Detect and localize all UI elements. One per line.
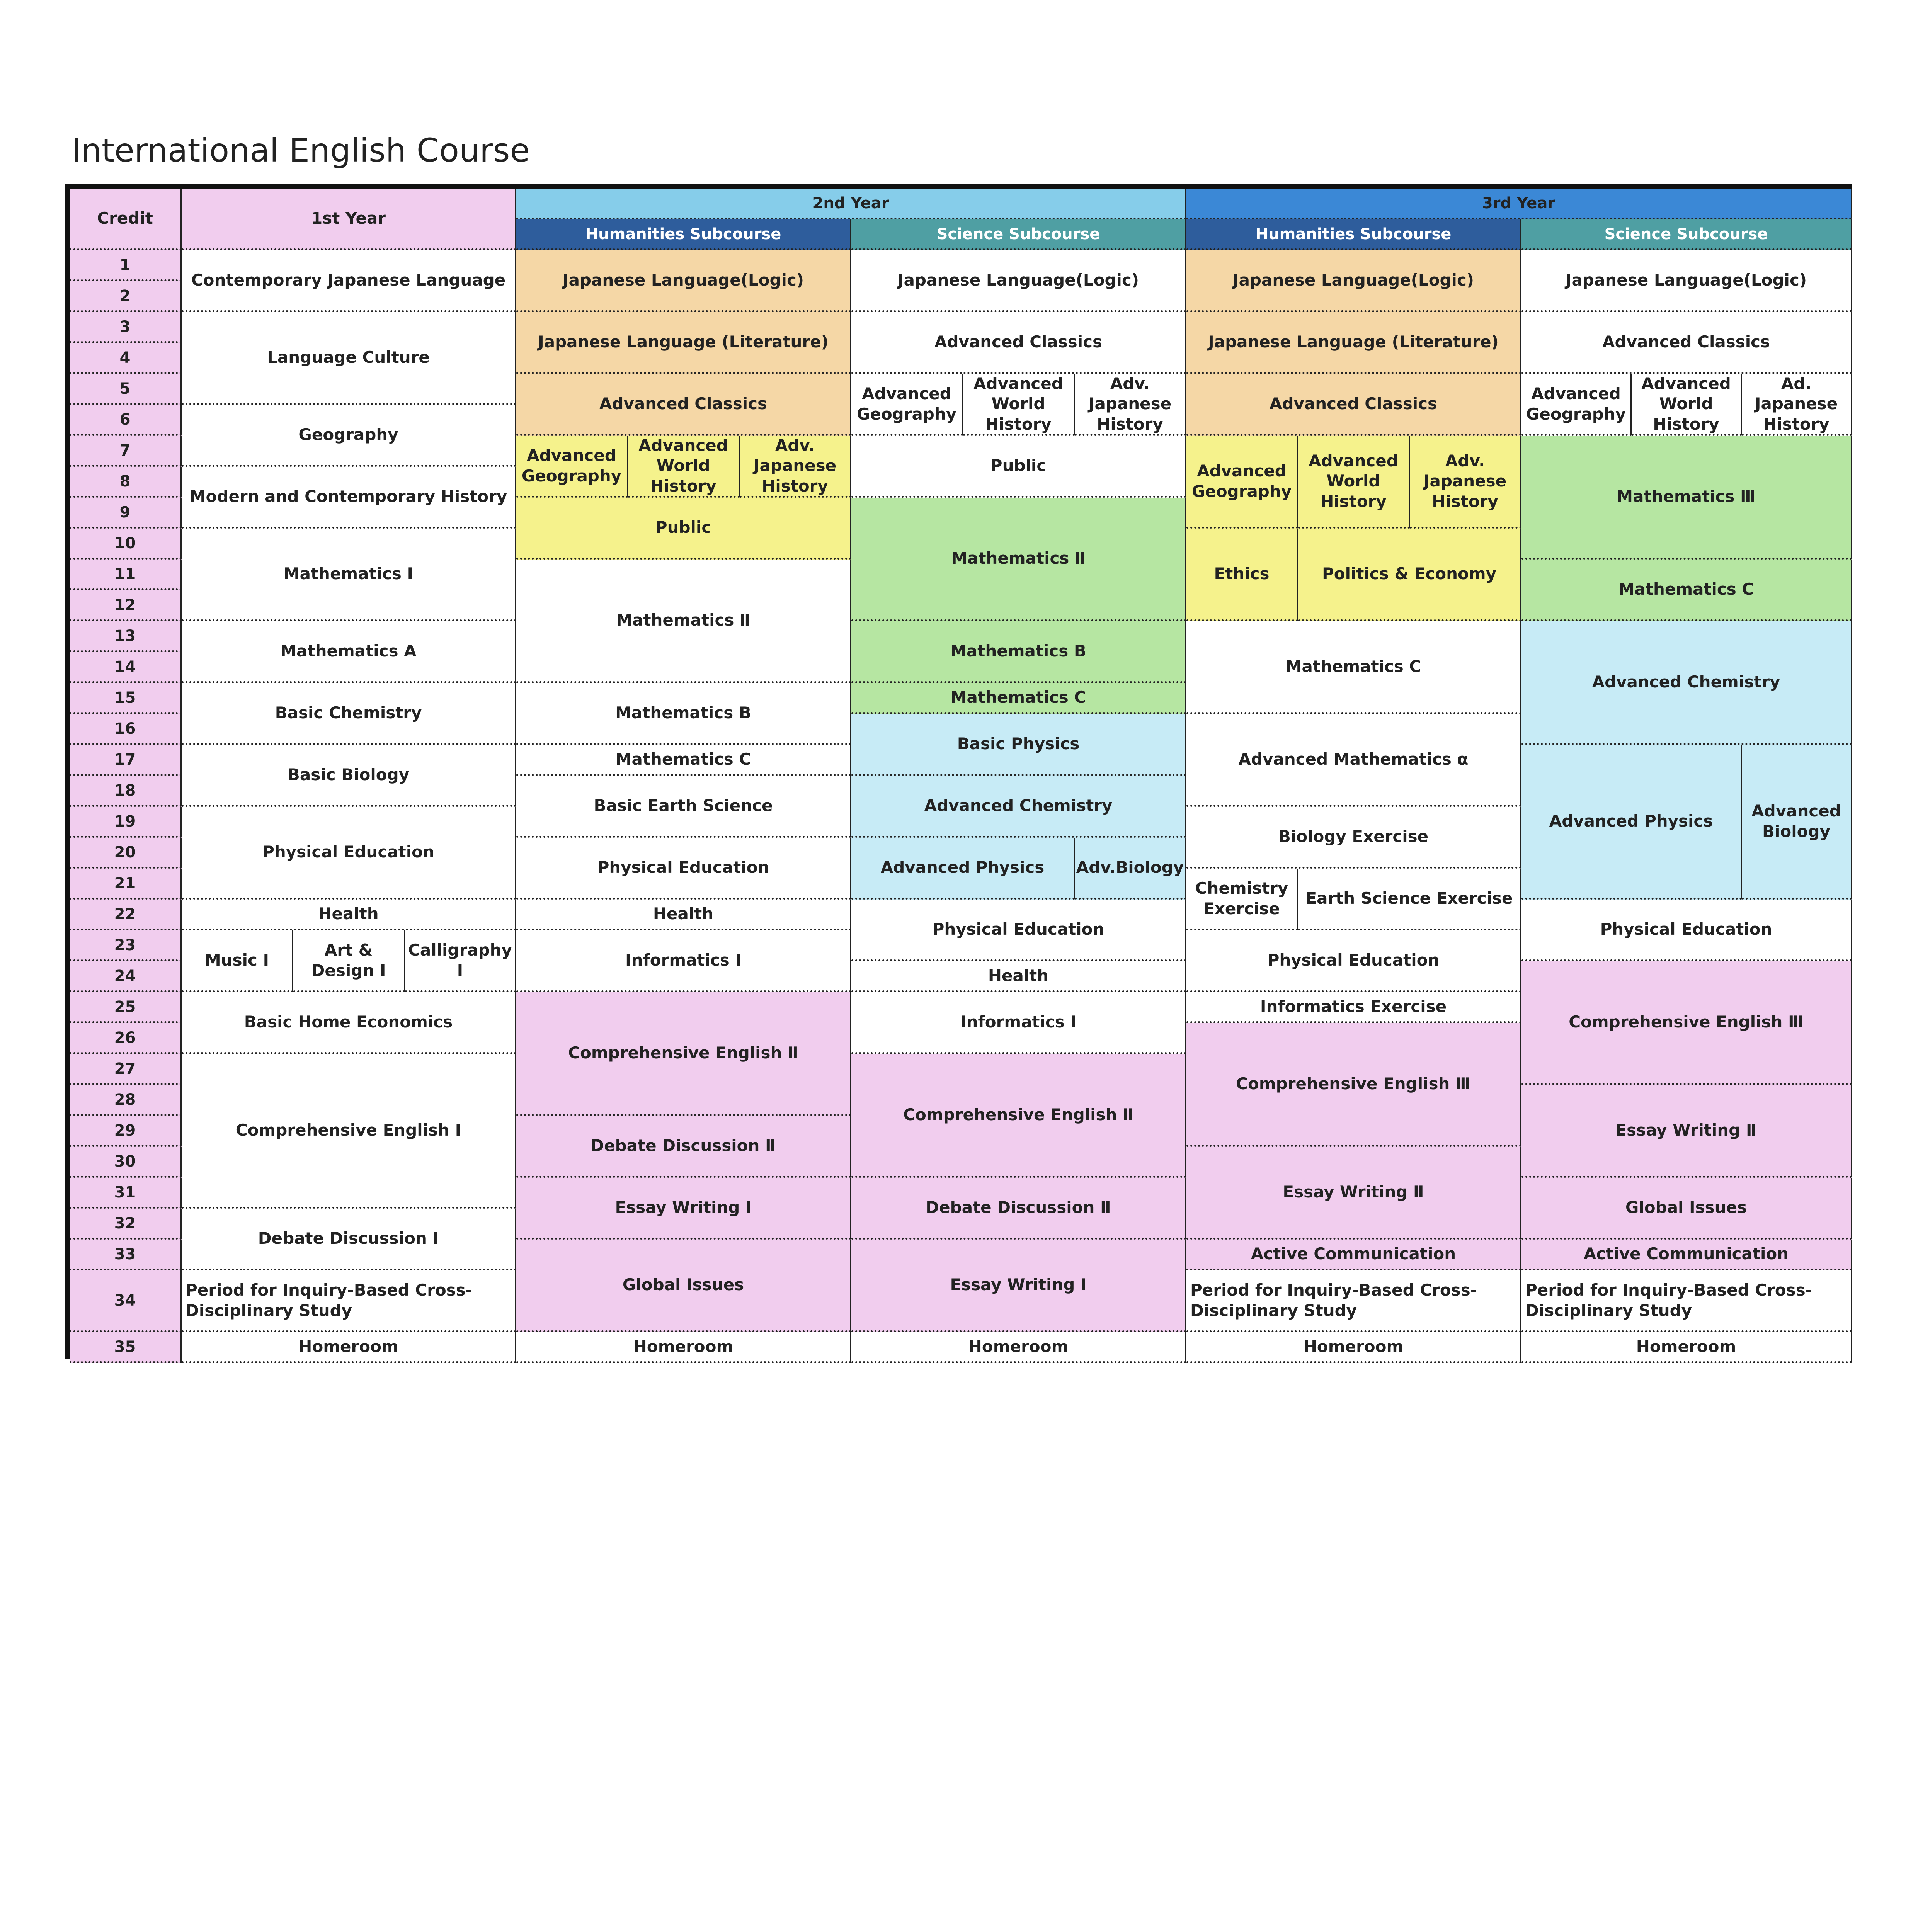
credit-number: 19 [70,807,182,838]
y3s-jp-logic: Japanese Language(Logic) [1521,250,1852,312]
y3s-math3: Mathematics Ⅲ [1521,436,1852,560]
y3s-comp-english3: Comprehensive English Ⅲ [1521,961,1852,1085]
y3h-comp-english3: Comprehensive English Ⅲ [1186,1023,1521,1147]
y1-contemporary-japanese: Contemporary Japanese Language [182,250,516,312]
y2h-jp-logic: Japanese Language(Logic) [516,250,851,312]
y2s-mathC: Mathematics C [851,683,1186,714]
credit-number: 11 [70,560,182,590]
y2s-public: Public [851,436,1186,498]
y2s-debate2: Debate Discussion Ⅱ [851,1178,1186,1240]
y2s-comp-english2: Comprehensive English Ⅱ [851,1054,1186,1178]
year3-header: 3rd Year [1186,189,1852,219]
y3s-adv-world: Advanced World History [1632,374,1742,436]
credit-number: 7 [70,436,182,467]
y3h-adv-world: Advanced World History [1298,436,1410,529]
y2s-adv-geo: Advanced Geography [851,374,963,436]
y2s-mathB: Mathematics B [851,621,1186,683]
y2s-adv-bio: Adv.Biology [1075,838,1186,900]
credit-number: 33 [70,1240,182,1270]
y3h-politics: Politics & Economy [1298,529,1521,621]
y2h-global: Global Issues [516,1240,851,1332]
y2s-math2: Mathematics Ⅱ [851,498,1186,621]
credit-number: 28 [70,1085,182,1116]
y3s-adv-jp-hist: Ad. Japanese History [1742,374,1852,436]
y3h-inquiry: Period for Inquiry-Based Cross-Disciplinary Study [1186,1270,1521,1332]
y2h-mathB: Mathematics B [516,683,851,745]
y3s-inquiry: Period for Inquiry-Based Cross-Disciplinary Study [1521,1270,1852,1332]
y2s-info1: Informatics Ⅰ [851,992,1186,1054]
y3s-adv-bio: Advanced Biology [1742,745,1852,900]
y3s-adv-geo: Advanced Geography [1521,374,1632,436]
y2s-adv-phys: Advanced Physics [851,838,1075,900]
credit-number: 16 [70,714,182,745]
y2h-homeroom: Homeroom [516,1332,851,1363]
page-title: International English Course [71,131,530,169]
y2h-jp-lit: Japanese Language (Literature) [516,312,851,374]
y3s-global: Global Issues [1521,1178,1852,1240]
credit-number: 10 [70,529,182,560]
y1-basic-biology: Basic Biology [182,745,516,807]
y2h-info1: Informatics Ⅰ [516,930,851,992]
y3h-mathC: Mathematics C [1186,621,1521,714]
credit-number: 17 [70,745,182,776]
y3s-mathC: Mathematics C [1521,560,1852,621]
credit-number: 26 [70,1023,182,1054]
y1-homeroom: Homeroom [182,1332,516,1363]
y1-inquiry: Period for Inquiry-Based Cross-Disciplinary Study [182,1270,516,1332]
credit-number: 23 [70,930,182,961]
y1-calligraphy: Calligraphy Ⅰ [405,930,516,992]
y3h-bio-ex: Biology Exercise [1186,807,1521,869]
y2s-basic-physics: Basic Physics [851,714,1186,776]
y3s-adv-phys: Advanced Physics [1521,745,1742,900]
y2s-adv-classics: Advanced Classics [851,312,1186,374]
y1-geography: Geography [182,405,516,467]
credit-number: 4 [70,343,182,374]
y3h-adv-geo: Advanced Geography [1186,436,1298,529]
y3h-adv-math: Advanced Mathematics α [1186,714,1521,807]
credit-number: 5 [70,374,182,405]
credit-number: 14 [70,652,182,683]
y2-humanities-header: Humanities Subcourse [516,219,851,250]
y2h-health: Health [516,900,851,930]
y2h-debate2: Debate Discussion Ⅱ [516,1116,851,1178]
y1-music: Music Ⅰ [182,930,293,992]
credit-number: 29 [70,1116,182,1147]
y1-art: Art & Design Ⅰ [293,930,405,992]
credit-number: 9 [70,498,182,529]
y3h-jp-logic: Japanese Language(Logic) [1186,250,1521,312]
y1-debate1: Debate Discussion Ⅰ [182,1209,516,1270]
y2s-adv-jp-hist: Adv. Japanese History [1075,374,1186,436]
credit-number: 3 [70,312,182,343]
credit-number: 1 [70,250,182,281]
curriculum-table [65,184,1852,1359]
y3s-pe: Physical Education [1521,900,1852,961]
credit-number: 27 [70,1054,182,1085]
credit-number: 21 [70,869,182,900]
credit-header: Credit [70,189,182,250]
y2s-pe: Physical Education [851,900,1186,961]
credit-number: 24 [70,961,182,992]
y2h-comp-english2: Comprehensive English Ⅱ [516,992,851,1116]
credit-number: 22 [70,900,182,930]
y2h-adv-jp-hist: Adv. Japanese History [740,436,851,498]
y2h-essay1: Essay Writing Ⅰ [516,1178,851,1240]
y3h-ethics: Ethics [1186,529,1298,621]
credit-number: 25 [70,992,182,1023]
credit-number: 2 [70,281,182,312]
y2h-pe: Physical Education [516,838,851,900]
y2s-homeroom: Homeroom [851,1332,1186,1363]
y2s-adv-world: Advanced World History [963,374,1075,436]
y3s-essay2: Essay Writing Ⅱ [1521,1085,1852,1178]
y1-language-culture: Language Culture [182,312,516,405]
y3h-pe: Physical Education [1186,930,1521,992]
y3-humanities-header: Humanities Subcourse [1186,219,1521,250]
y2h-adv-geo: Advanced Geography [516,436,628,498]
y2-science-header: Science Subcourse [851,219,1186,250]
credit-number: 15 [70,683,182,714]
credit-number: 30 [70,1147,182,1178]
y2h-math2: Mathematics Ⅱ [516,560,851,683]
y3h-info-ex: Informatics Exercise [1186,992,1521,1023]
y2s-health: Health [851,961,1186,992]
y3h-essay2: Essay Writing Ⅱ [1186,1147,1521,1240]
y3s-adv-classics: Advanced Classics [1521,312,1852,374]
y2h-adv-world: Advanced World History [628,436,740,498]
y1-math1: Mathematics Ⅰ [182,529,516,621]
credit-number: 8 [70,467,182,498]
y2h-earth: Basic Earth Science [516,776,851,838]
y1-pe: Physical Education [182,807,516,900]
y3s-adv-chem: Advanced Chemistry [1521,621,1852,745]
y1-mathA: Mathematics A [182,621,516,683]
y3h-adv-jp-hist: Adv. Japanese History [1410,436,1521,529]
y3s-active: Active Communication [1521,1240,1852,1270]
credit-number: 32 [70,1209,182,1240]
y2h-mathC: Mathematics C [516,745,851,776]
y2s-essay1: Essay Writing Ⅰ [851,1240,1186,1332]
credit-number: 35 [70,1332,182,1363]
y1-comp-english1: Comprehensive English Ⅰ [182,1054,516,1209]
y3h-adv-classics: Advanced Classics [1186,374,1521,436]
y3h-chem-ex: Chemistry Exercise [1186,869,1298,930]
year2-header: 2nd Year [516,189,1186,219]
credit-number: 18 [70,776,182,807]
y2h-public: Public [516,498,851,560]
year1-header: 1st Year [182,189,516,250]
y3s-homeroom: Homeroom [1521,1332,1852,1363]
y3h-homeroom: Homeroom [1186,1332,1521,1363]
y3h-jp-lit: Japanese Language (Literature) [1186,312,1521,374]
y1-modern-history: Modern and Contemporary History [182,467,516,529]
credit-number: 34 [70,1270,182,1332]
credit-number: 31 [70,1178,182,1209]
credit-number: 20 [70,838,182,869]
y3h-earth-ex: Earth Science Exercise [1298,869,1521,930]
y1-home-economics: Basic Home Economics [182,992,516,1054]
y2s-adv-chem: Advanced Chemistry [851,776,1186,838]
credit-number: 6 [70,405,182,436]
y2h-adv-classics: Advanced Classics [516,374,851,436]
y1-basic-chemistry: Basic Chemistry [182,683,516,745]
y3-science-header: Science Subcourse [1521,219,1852,250]
y1-health: Health [182,900,516,930]
y3h-active: Active Communication [1186,1240,1521,1270]
credit-number: 13 [70,621,182,652]
y2s-jp-logic: Japanese Language(Logic) [851,250,1186,312]
credit-number: 12 [70,590,182,621]
